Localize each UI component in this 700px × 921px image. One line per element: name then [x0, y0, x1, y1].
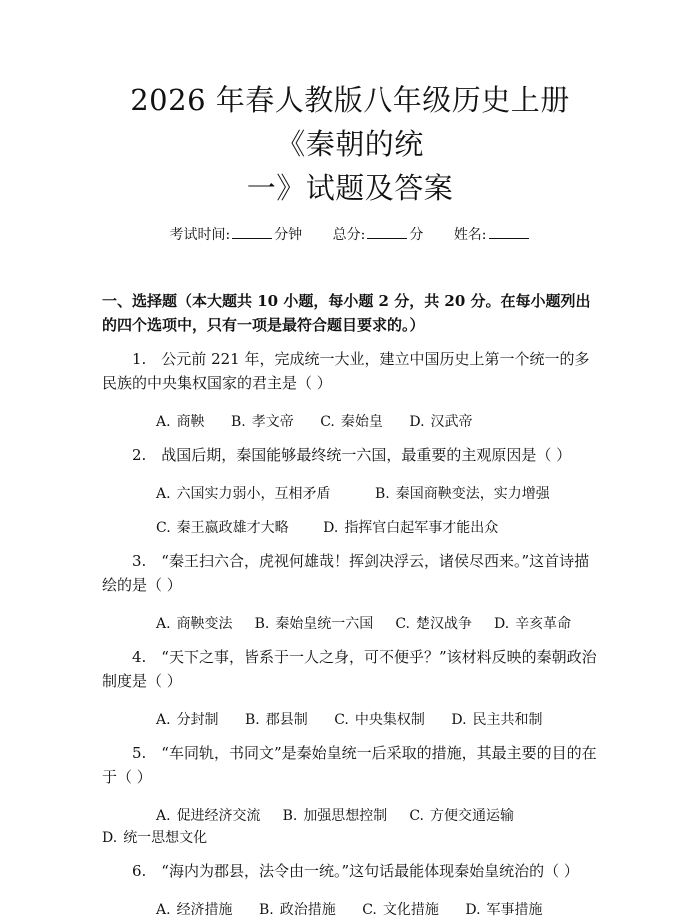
- title-line-2: 一》试题及答案: [246, 171, 454, 205]
- option-b: [375, 483, 550, 505]
- time-unit: 分钟: [274, 227, 303, 243]
- option-d: [494, 613, 571, 635]
- option-a: [156, 709, 219, 731]
- question-stem: 3. “秦王扫六合，虎视何雄哉！挥剑决浮云，诸侯尽西来。”这首诗描绘的是（ ）: [102, 552, 590, 594]
- option-b: [245, 709, 308, 731]
- option-c: [409, 805, 514, 827]
- question-stem: 1. 公元前 221 年，完成统一大业，建立中国历史上第一个统一的多民族的中央集权国家的君主是（ ）: [102, 350, 590, 392]
- option-key: A.: [156, 486, 171, 502]
- exam-meta: [102, 225, 598, 245]
- question-stem: 2. 战国后期，秦国能够最终统一六国，最重要的主观原因是（ ）: [132, 446, 572, 464]
- option-row: [102, 483, 598, 505]
- exam-title: [102, 0, 598, 210]
- time-field: [169, 227, 302, 243]
- option-row: [102, 709, 598, 731]
- option-b: [283, 805, 388, 827]
- option-key: B.: [231, 414, 246, 430]
- question-list: [102, 347, 598, 921]
- option-text: 经济措施: [176, 902, 233, 918]
- score-label: 总分:: [332, 227, 366, 243]
- question-stem: 5. “车同轨，书同文”是秦始皇统一后采取的措施，其最主要的目的在于（ ）: [102, 744, 597, 786]
- option-key: C.: [395, 616, 410, 632]
- option-a: [156, 805, 261, 827]
- option-d: [102, 827, 207, 849]
- option-text: 政治措施: [279, 902, 336, 918]
- option-text: 秦国商鞅变法，实力增强: [395, 486, 550, 502]
- option-key: B.: [254, 616, 270, 632]
- name-blank: [489, 225, 529, 239]
- option-key: C.: [362, 902, 377, 918]
- option-text: 六国实力弱小，互相矛盾: [176, 486, 331, 502]
- option-text: 统一思想文化: [123, 830, 208, 846]
- question-stem: 4. “天下之事，皆系于一人之身，可不便乎？”该材料反映的秦朝政治制度是（ ）: [102, 648, 597, 690]
- option-b: [259, 899, 336, 921]
- option-key: C.: [320, 414, 335, 430]
- option-d: [409, 411, 472, 433]
- option-text: 郡县制: [265, 712, 308, 728]
- option-a: [156, 483, 331, 505]
- option-a: [156, 613, 233, 635]
- name-field: [454, 227, 531, 243]
- option-text: 文化措施: [382, 902, 439, 918]
- option-key: C.: [409, 808, 424, 824]
- score-unit: 分: [409, 227, 424, 243]
- question-5: [102, 741, 598, 849]
- option-text: 中央集权制: [354, 712, 425, 728]
- option-d: [323, 517, 498, 539]
- option-row: [102, 805, 598, 849]
- option-text: 指挥官白起军事才能出众: [344, 520, 499, 536]
- question-6: [102, 859, 598, 921]
- option-key: B.: [282, 808, 298, 824]
- question-1: [102, 347, 598, 433]
- name-label: 姓名:: [453, 227, 487, 243]
- option-text: 加强思想控制: [303, 808, 388, 824]
- option-key: B.: [245, 712, 260, 728]
- option-key: D.: [323, 520, 339, 536]
- score-blank: [367, 225, 407, 239]
- time-label: 考试时间:: [169, 227, 231, 243]
- option-text: 秦王嬴政雄才大略: [176, 520, 289, 536]
- option-key: A.: [156, 616, 171, 632]
- option-key: B.: [375, 486, 390, 502]
- option-row: [102, 899, 598, 921]
- option-key: A.: [156, 902, 171, 918]
- option-key: A.: [156, 414, 171, 430]
- option-b: [255, 613, 374, 635]
- option-text: 楚汉战争: [415, 616, 472, 632]
- question-4: [102, 645, 598, 731]
- option-text: 秦始皇统一六国: [275, 616, 374, 632]
- option-c: [156, 517, 289, 539]
- option-d: [451, 709, 542, 731]
- option-text: 分封制: [176, 712, 219, 728]
- option-text: 方便交通运输: [429, 808, 514, 824]
- option-key: A.: [156, 808, 171, 824]
- option-row: [102, 517, 598, 539]
- time-blank: [232, 225, 272, 239]
- question-stem: 6. “海内为郡县，法令由一统。”这句话最能体现秦始皇统治的（ ）: [132, 862, 579, 880]
- option-key: D.: [102, 830, 118, 846]
- option-key: D.: [451, 712, 467, 728]
- option-key: A.: [156, 712, 171, 728]
- option-text: 秦始皇: [340, 414, 383, 430]
- option-a: [156, 899, 233, 921]
- option-b: [231, 411, 294, 433]
- option-a: [156, 411, 205, 433]
- score-field: [333, 227, 424, 243]
- option-key: D.: [409, 414, 425, 430]
- option-key: D.: [465, 902, 481, 918]
- title-line-1: 2026 年春人教版八年级历史上册《秦朝的统: [130, 83, 570, 161]
- option-text: 汉武帝: [430, 414, 473, 430]
- option-row: [102, 613, 598, 635]
- option-text: 商鞅变法: [176, 616, 233, 632]
- option-key: B.: [259, 902, 274, 918]
- option-key: D.: [493, 616, 510, 632]
- question-3: [102, 549, 598, 635]
- option-c: [395, 613, 472, 635]
- section-heading: 一、选择题（本大题共 10 小题，每小题 2 分，共 20 分。在每小题列出的四个选项中，只有一项是最符合题目要求的。）: [102, 292, 591, 334]
- question-2: [102, 443, 598, 539]
- option-row: [102, 411, 598, 433]
- option-text: 商鞅: [176, 414, 205, 430]
- option-d: [465, 899, 542, 921]
- option-key: C.: [334, 712, 349, 728]
- option-text: 辛亥革命: [515, 616, 572, 632]
- option-text: 促进经济交流: [176, 808, 261, 824]
- option-key: C.: [156, 520, 171, 536]
- option-text: 民主共和制: [472, 712, 543, 728]
- option-c: [320, 411, 383, 433]
- option-text: 军事措施: [486, 902, 543, 918]
- option-c: [334, 709, 425, 731]
- option-text: 孝文帝: [251, 414, 294, 430]
- option-c: [362, 899, 439, 921]
